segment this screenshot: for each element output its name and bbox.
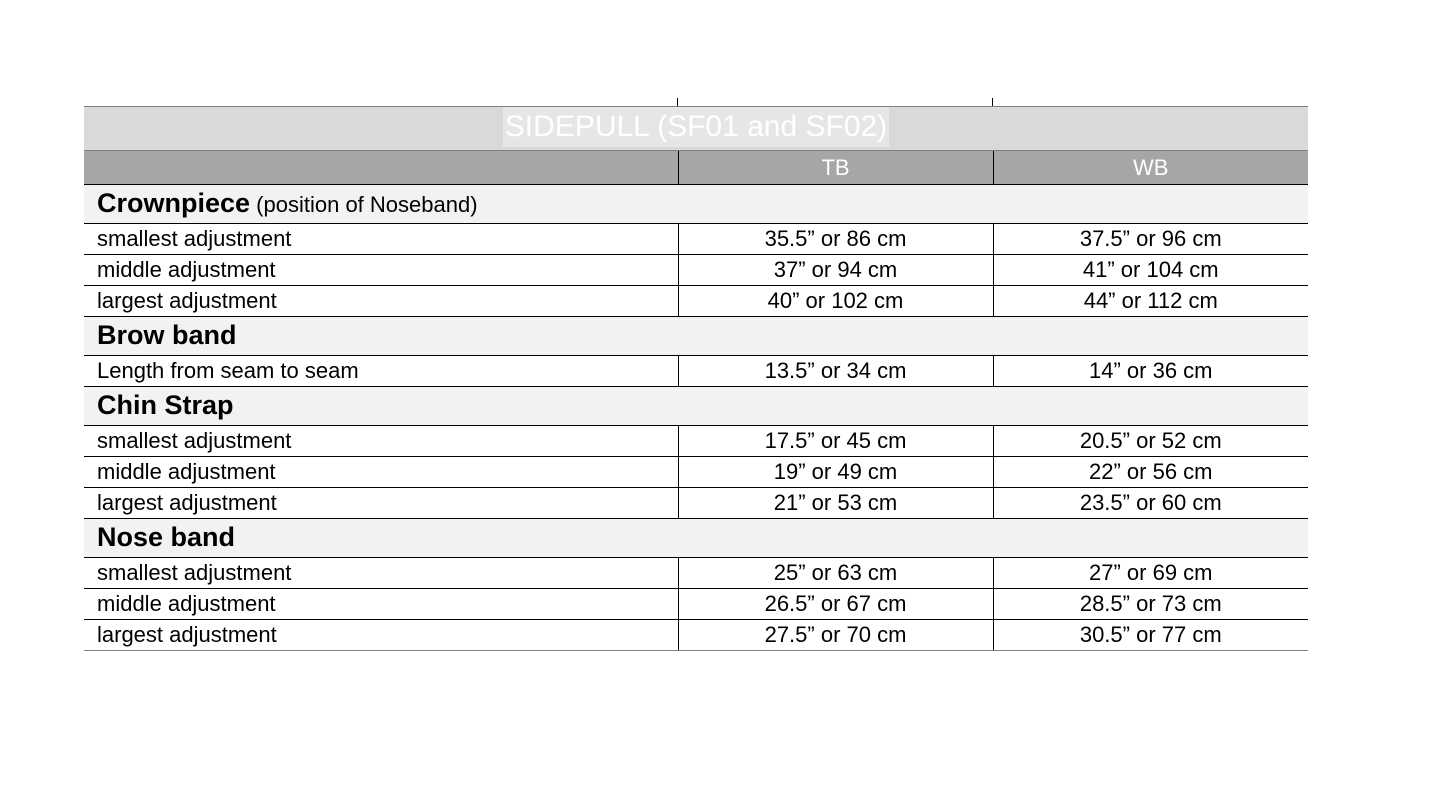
wb-value: 28.5” or 73 cm — [993, 589, 1308, 620]
table-row — [84, 488, 1308, 519]
table-row — [84, 356, 1308, 387]
tb-value: 21” or 53 cm — [678, 488, 993, 519]
table-row — [84, 286, 1308, 317]
section-row — [84, 519, 1308, 558]
wb-value: 44” or 112 cm — [993, 286, 1308, 317]
section-name: Brow band — [97, 320, 237, 350]
table-row — [84, 589, 1308, 620]
table-title-row — [84, 107, 1308, 151]
section-row — [84, 387, 1308, 426]
section-name: Crownpiece — [97, 188, 251, 218]
row-label: largest adjustment — [84, 488, 678, 519]
table-row — [84, 255, 1308, 286]
table-row — [84, 558, 1308, 589]
table-row — [84, 457, 1308, 488]
header-cell-blank — [84, 151, 678, 185]
wb-value: 20.5” or 52 cm — [993, 426, 1308, 457]
tb-value: 13.5” or 34 cm — [678, 356, 993, 387]
table-row — [84, 620, 1308, 651]
header-cell-tb: TB — [678, 151, 993, 185]
row-label: largest adjustment — [84, 620, 678, 651]
wb-value: 37.5” or 96 cm — [993, 224, 1308, 255]
section-name: Chin Strap — [97, 390, 234, 420]
table-row — [84, 224, 1308, 255]
row-label: smallest adjustment — [84, 558, 678, 589]
tb-value: 25” or 63 cm — [678, 558, 993, 589]
row-label: smallest adjustment — [84, 426, 678, 457]
section-row — [84, 317, 1308, 356]
section-name: Nose band — [97, 522, 236, 552]
wb-value: 22” or 56 cm — [993, 457, 1308, 488]
header-cell-wb: WB — [993, 151, 1308, 185]
row-label: middle adjustment — [84, 255, 678, 286]
row-label: largest adjustment — [84, 286, 678, 317]
row-label: middle adjustment — [84, 589, 678, 620]
tb-value: 35.5” or 86 cm — [678, 224, 993, 255]
tb-value: 17.5” or 45 cm — [678, 426, 993, 457]
tb-value: 19” or 49 cm — [678, 457, 993, 488]
tb-value: 37” or 94 cm — [678, 255, 993, 286]
tb-value: 40” or 102 cm — [678, 286, 993, 317]
table-title: SIDEPULL (SF01 and SF02) — [503, 107, 889, 147]
wb-value: 30.5” or 77 cm — [993, 620, 1308, 651]
column-divider — [992, 98, 993, 106]
column-divider — [677, 98, 678, 106]
wb-value: 27” or 69 cm — [993, 558, 1308, 589]
row-label: smallest adjustment — [84, 224, 678, 255]
section-note: (position of Noseband) — [256, 192, 478, 217]
previous-table-remnant — [84, 98, 1308, 106]
sidepull-size-table — [84, 106, 1308, 651]
row-label: Length from seam to seam — [84, 356, 678, 387]
table-row — [84, 426, 1308, 457]
tb-value: 26.5” or 67 cm — [678, 589, 993, 620]
wb-value: 14” or 36 cm — [993, 356, 1308, 387]
tb-value: 27.5” or 70 cm — [678, 620, 993, 651]
row-label: middle adjustment — [84, 457, 678, 488]
section-row — [84, 185, 1308, 224]
wb-value: 23.5” or 60 cm — [993, 488, 1308, 519]
table-header-row — [84, 151, 1308, 185]
wb-value: 41” or 104 cm — [993, 255, 1308, 286]
